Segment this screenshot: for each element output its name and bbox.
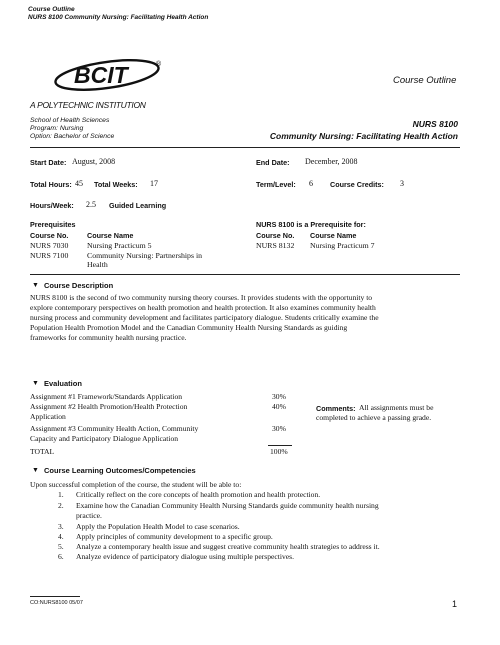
assignment-label: Assignment #3 Community Health Action, Community bbox=[30, 424, 199, 433]
outcome-text: Critically reflect on the core concepts of health promotion and health protection. bbox=[76, 490, 321, 499]
total-hours-label: Total Hours: bbox=[30, 180, 72, 189]
comments-text-continued: completed to achieve a passing grade. bbox=[316, 413, 432, 422]
total-hours-value: 45 bbox=[75, 179, 83, 188]
total-weight: 100% bbox=[270, 447, 288, 456]
outcome-text: Examine how the Canadian Community Health Nursing Standards guide community health nursing bbox=[76, 501, 379, 510]
logo-registered-mark: ® bbox=[156, 61, 162, 68]
outcome-number: 2. bbox=[58, 501, 64, 510]
prereq-row-name-continued: Health bbox=[87, 260, 108, 269]
bcit-logo-mark bbox=[50, 54, 168, 96]
outcome-text-continued: practice. bbox=[76, 511, 102, 520]
start-date-value: August, 2008 bbox=[72, 157, 116, 166]
school-name: School of Health Sciences bbox=[30, 117, 110, 124]
outcome-number: 1. bbox=[58, 490, 64, 499]
evaluation-heading: Evaluation bbox=[44, 379, 82, 388]
prereq-row-name: Community Nursing: Partnerships in bbox=[87, 251, 203, 260]
footer-rule bbox=[30, 596, 80, 597]
course-title: Community Nursing: Facilitating Health Action bbox=[269, 131, 458, 141]
delivery-mode: Guided Learning bbox=[109, 201, 167, 210]
description-heading: Course Description bbox=[44, 281, 114, 290]
comments-label: Comments: bbox=[316, 404, 356, 413]
description-line: Population Health Promotion Model and the Canadian Community Health Nursing Standards as guiding bbox=[30, 323, 348, 332]
section-bullet: ▼ bbox=[32, 380, 39, 387]
description-line: nursing process and community development and facilitates participatory dialogue. Students critically examine the bbox=[30, 313, 379, 322]
outcome-text: Apply the Population Health Model to case scenarios. bbox=[76, 522, 240, 531]
prerequisites-title: Prerequisites bbox=[30, 220, 76, 229]
comments-text: All assignments must be bbox=[359, 403, 434, 412]
description-line: explore contemporary perspectives on health promotion and health protection. It also examines community health bbox=[30, 303, 376, 312]
prereq-row-no: NURS 7030 bbox=[30, 241, 69, 250]
start-date-label: Start Date: bbox=[30, 158, 67, 167]
doc-label: Course Outline bbox=[393, 75, 457, 86]
outcome-text: Apply principles of community development to a specific group. bbox=[76, 532, 273, 541]
prerequisite-for-title: NURS 8100 is a Prerequisite for: bbox=[256, 220, 366, 229]
total-label: TOTAL bbox=[30, 447, 55, 456]
footer-code: CO:NURS8100 05/07 bbox=[30, 600, 83, 606]
outcome-number: 6. bbox=[58, 552, 64, 561]
prereqfor-col-course-no: Course No. bbox=[256, 231, 295, 240]
divider bbox=[30, 147, 460, 148]
assignment-weight: 30% bbox=[272, 392, 286, 401]
outcome-text: Analyze a contemporary health issue and suggest creative community health strategies to address it. bbox=[76, 542, 380, 551]
outcomes-heading: Course Learning Outcomes/Competencies bbox=[44, 466, 196, 475]
assignment-label-continued: Application bbox=[30, 412, 66, 421]
description-line: frameworks for community health nursing practice. bbox=[30, 333, 187, 342]
section-bullet: ▼ bbox=[32, 282, 39, 289]
term-level-value: 6 bbox=[309, 179, 313, 188]
assignment-weight: 40% bbox=[272, 402, 286, 411]
prereqfor-col-course-name: Course Name bbox=[310, 231, 357, 240]
hours-per-week-value: 2.5 bbox=[86, 200, 96, 209]
total-weeks-value: 17 bbox=[150, 179, 158, 188]
outcome-number: 3. bbox=[58, 522, 64, 531]
divider bbox=[30, 274, 460, 275]
description-line: NURS 8100 is the second of two community nursing theory courses. It provides students with the opportunity to bbox=[30, 293, 373, 302]
outcome-number: 4. bbox=[58, 532, 64, 541]
section-bullet: ▼ bbox=[32, 467, 39, 474]
logo-text: BCIT bbox=[74, 62, 128, 88]
bcit-logo bbox=[50, 54, 168, 96]
assignment-label: Assignment #2 Health Promotion/Health Protection bbox=[30, 402, 188, 411]
running-header-title: Course Outline bbox=[28, 6, 75, 13]
option-name: Option: Bachelor of Science bbox=[30, 133, 115, 140]
course-code: NURS 8100 bbox=[412, 119, 458, 129]
prereq-row-no: NURS 7100 bbox=[30, 251, 69, 260]
end-date-label: End Date: bbox=[256, 158, 290, 167]
outcomes-intro: Upon successful completion of the course, the student will be able to: bbox=[30, 480, 242, 489]
page-number: 1 bbox=[452, 599, 458, 609]
course-credits-label: Course Credits: bbox=[330, 180, 384, 189]
prereq-col-course-no: Course No. bbox=[30, 231, 69, 240]
end-date-value: December, 2008 bbox=[305, 157, 358, 166]
course-credits-value: 3 bbox=[400, 179, 404, 188]
prereq-col-course-name: Course Name bbox=[87, 231, 134, 240]
logo-tagline: A POLYTECHNIC INSTITUTION bbox=[30, 100, 146, 110]
term-level-label: Term/Level: bbox=[256, 180, 296, 189]
total-rule bbox=[268, 445, 292, 446]
running-header-course: NURS 8100 Community Nursing: Facilitating Health Action bbox=[28, 14, 209, 21]
program-name: Program: Nursing bbox=[30, 125, 84, 132]
assignment-label-continued: Capacity and Participatory Dialogue Application bbox=[30, 434, 179, 443]
hours-per-week-label: Hours/Week: bbox=[30, 201, 74, 210]
prereq-row-name: Nursing Practicum 5 bbox=[87, 241, 152, 250]
outcome-text: Analyze evidence of participatory dialogue using multiple perspectives. bbox=[76, 552, 295, 561]
total-weeks-label: Total Weeks: bbox=[94, 180, 138, 189]
outcome-number: 5. bbox=[58, 542, 64, 551]
assignment-weight: 30% bbox=[272, 424, 286, 433]
prereqfor-row-name: Nursing Practicum 7 bbox=[310, 241, 375, 250]
prereqfor-row-no: NURS 8132 bbox=[256, 241, 295, 250]
assignment-label: Assignment #1 Framework/Standards Application bbox=[30, 392, 183, 401]
